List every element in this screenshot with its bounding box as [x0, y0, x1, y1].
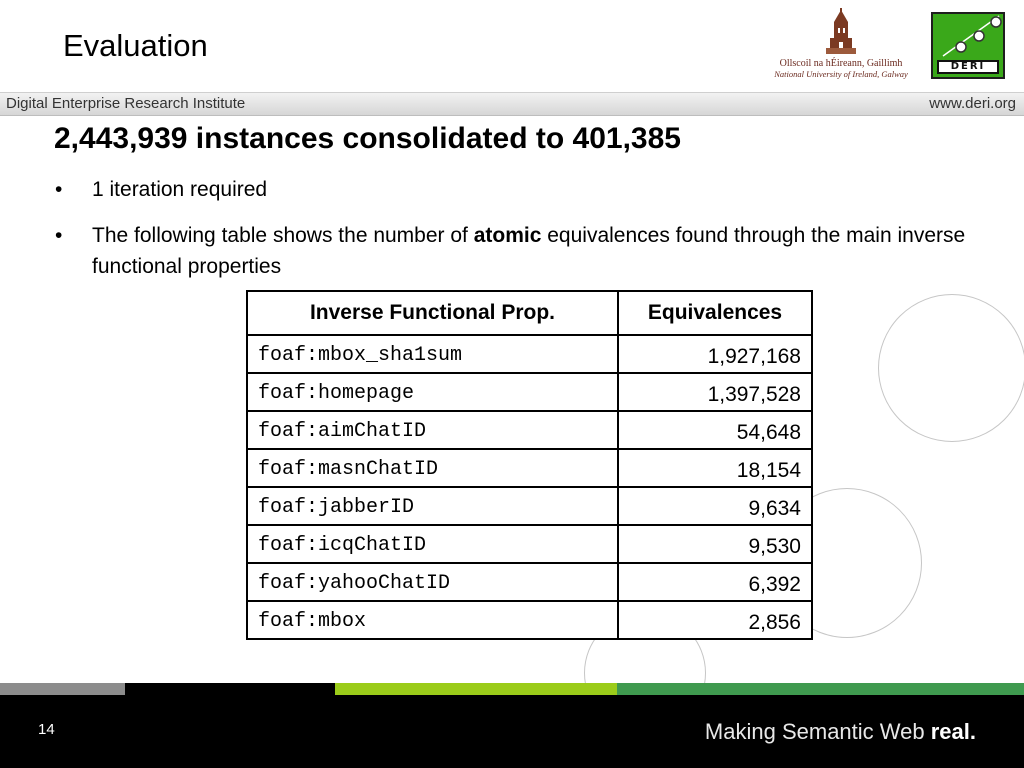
value-cell: 1,397,528	[618, 373, 812, 411]
slide-headline: 2,443,939 instances consolidated to 401,385	[54, 122, 681, 155]
color-stripe-lime	[335, 683, 617, 695]
value-cell: 6,392	[618, 563, 812, 601]
institute-name: Digital Enterprise Research Institute	[6, 95, 246, 112]
university-name-english: National University of Ireland, Galway	[774, 69, 908, 79]
table-row	[247, 487, 812, 525]
deri-logo	[931, 12, 1005, 79]
page-number: 14	[38, 721, 55, 738]
tagline-text: Making Semantic Web	[704, 719, 931, 744]
bullet-text-part: The following table shows the number of	[92, 224, 474, 247]
bullet-item	[55, 220, 1015, 282]
bullet-text	[92, 220, 1012, 282]
deri-dots-icon	[933, 14, 1003, 60]
value-cell: 2,856	[618, 601, 812, 639]
value-cell: 54,648	[618, 411, 812, 449]
column-header-property: Inverse Functional Prop.	[247, 291, 618, 335]
bullet-icon: •	[55, 224, 63, 247]
bullet-text-part: equivalences found through the main inverse functional properties	[92, 224, 966, 278]
decorative-circle	[878, 294, 1024, 442]
bullet-text-emphasis: atomic	[473, 224, 542, 247]
table-row	[247, 373, 812, 411]
property-cell: foaf:masnChatID	[247, 449, 618, 487]
institute-banner	[0, 92, 1024, 116]
deri-wordmark: DERI	[937, 60, 999, 74]
university-name-irish: Ollscoil na hÉireann, Gaillimh	[779, 58, 903, 69]
value-cell: 18,154	[618, 449, 812, 487]
footer-tagline	[705, 719, 976, 745]
property-cell: foaf:aimChatID	[247, 411, 618, 449]
property-cell: foaf:icqChatID	[247, 525, 618, 563]
table-header-row	[247, 291, 812, 335]
table-row	[247, 449, 812, 487]
website-url: www.deri.org	[929, 95, 1016, 112]
equivalences-table	[246, 290, 813, 640]
slide-title: Evaluation	[63, 28, 208, 63]
table-row	[247, 335, 812, 373]
value-cell: 9,530	[618, 525, 812, 563]
table-row	[247, 601, 812, 639]
bullet-icon: •	[55, 178, 63, 201]
property-cell: foaf:mbox	[247, 601, 618, 639]
castle-icon	[766, 8, 916, 58]
table-row	[247, 563, 812, 601]
value-cell: 1,927,168	[618, 335, 812, 373]
color-stripe-green	[617, 683, 1024, 695]
bullet-text: 1 iteration required	[92, 178, 268, 201]
table-row	[247, 411, 812, 449]
tagline-emphasis: real.	[930, 719, 976, 744]
property-cell: foaf:homepage	[247, 373, 618, 411]
column-header-equivalences: Equivalences	[618, 291, 812, 335]
color-stripe-gray	[0, 683, 125, 695]
footer-bar	[0, 695, 1024, 768]
property-cell: foaf:jabberID	[247, 487, 618, 525]
color-stripe-black	[125, 683, 335, 695]
university-logo	[766, 8, 916, 80]
property-cell: foaf:mbox_sha1sum	[247, 335, 618, 373]
property-cell: foaf:yahooChatID	[247, 563, 618, 601]
bullet-item	[55, 174, 355, 205]
university-name	[766, 58, 916, 80]
value-cell: 9,634	[618, 487, 812, 525]
table-row	[247, 525, 812, 563]
